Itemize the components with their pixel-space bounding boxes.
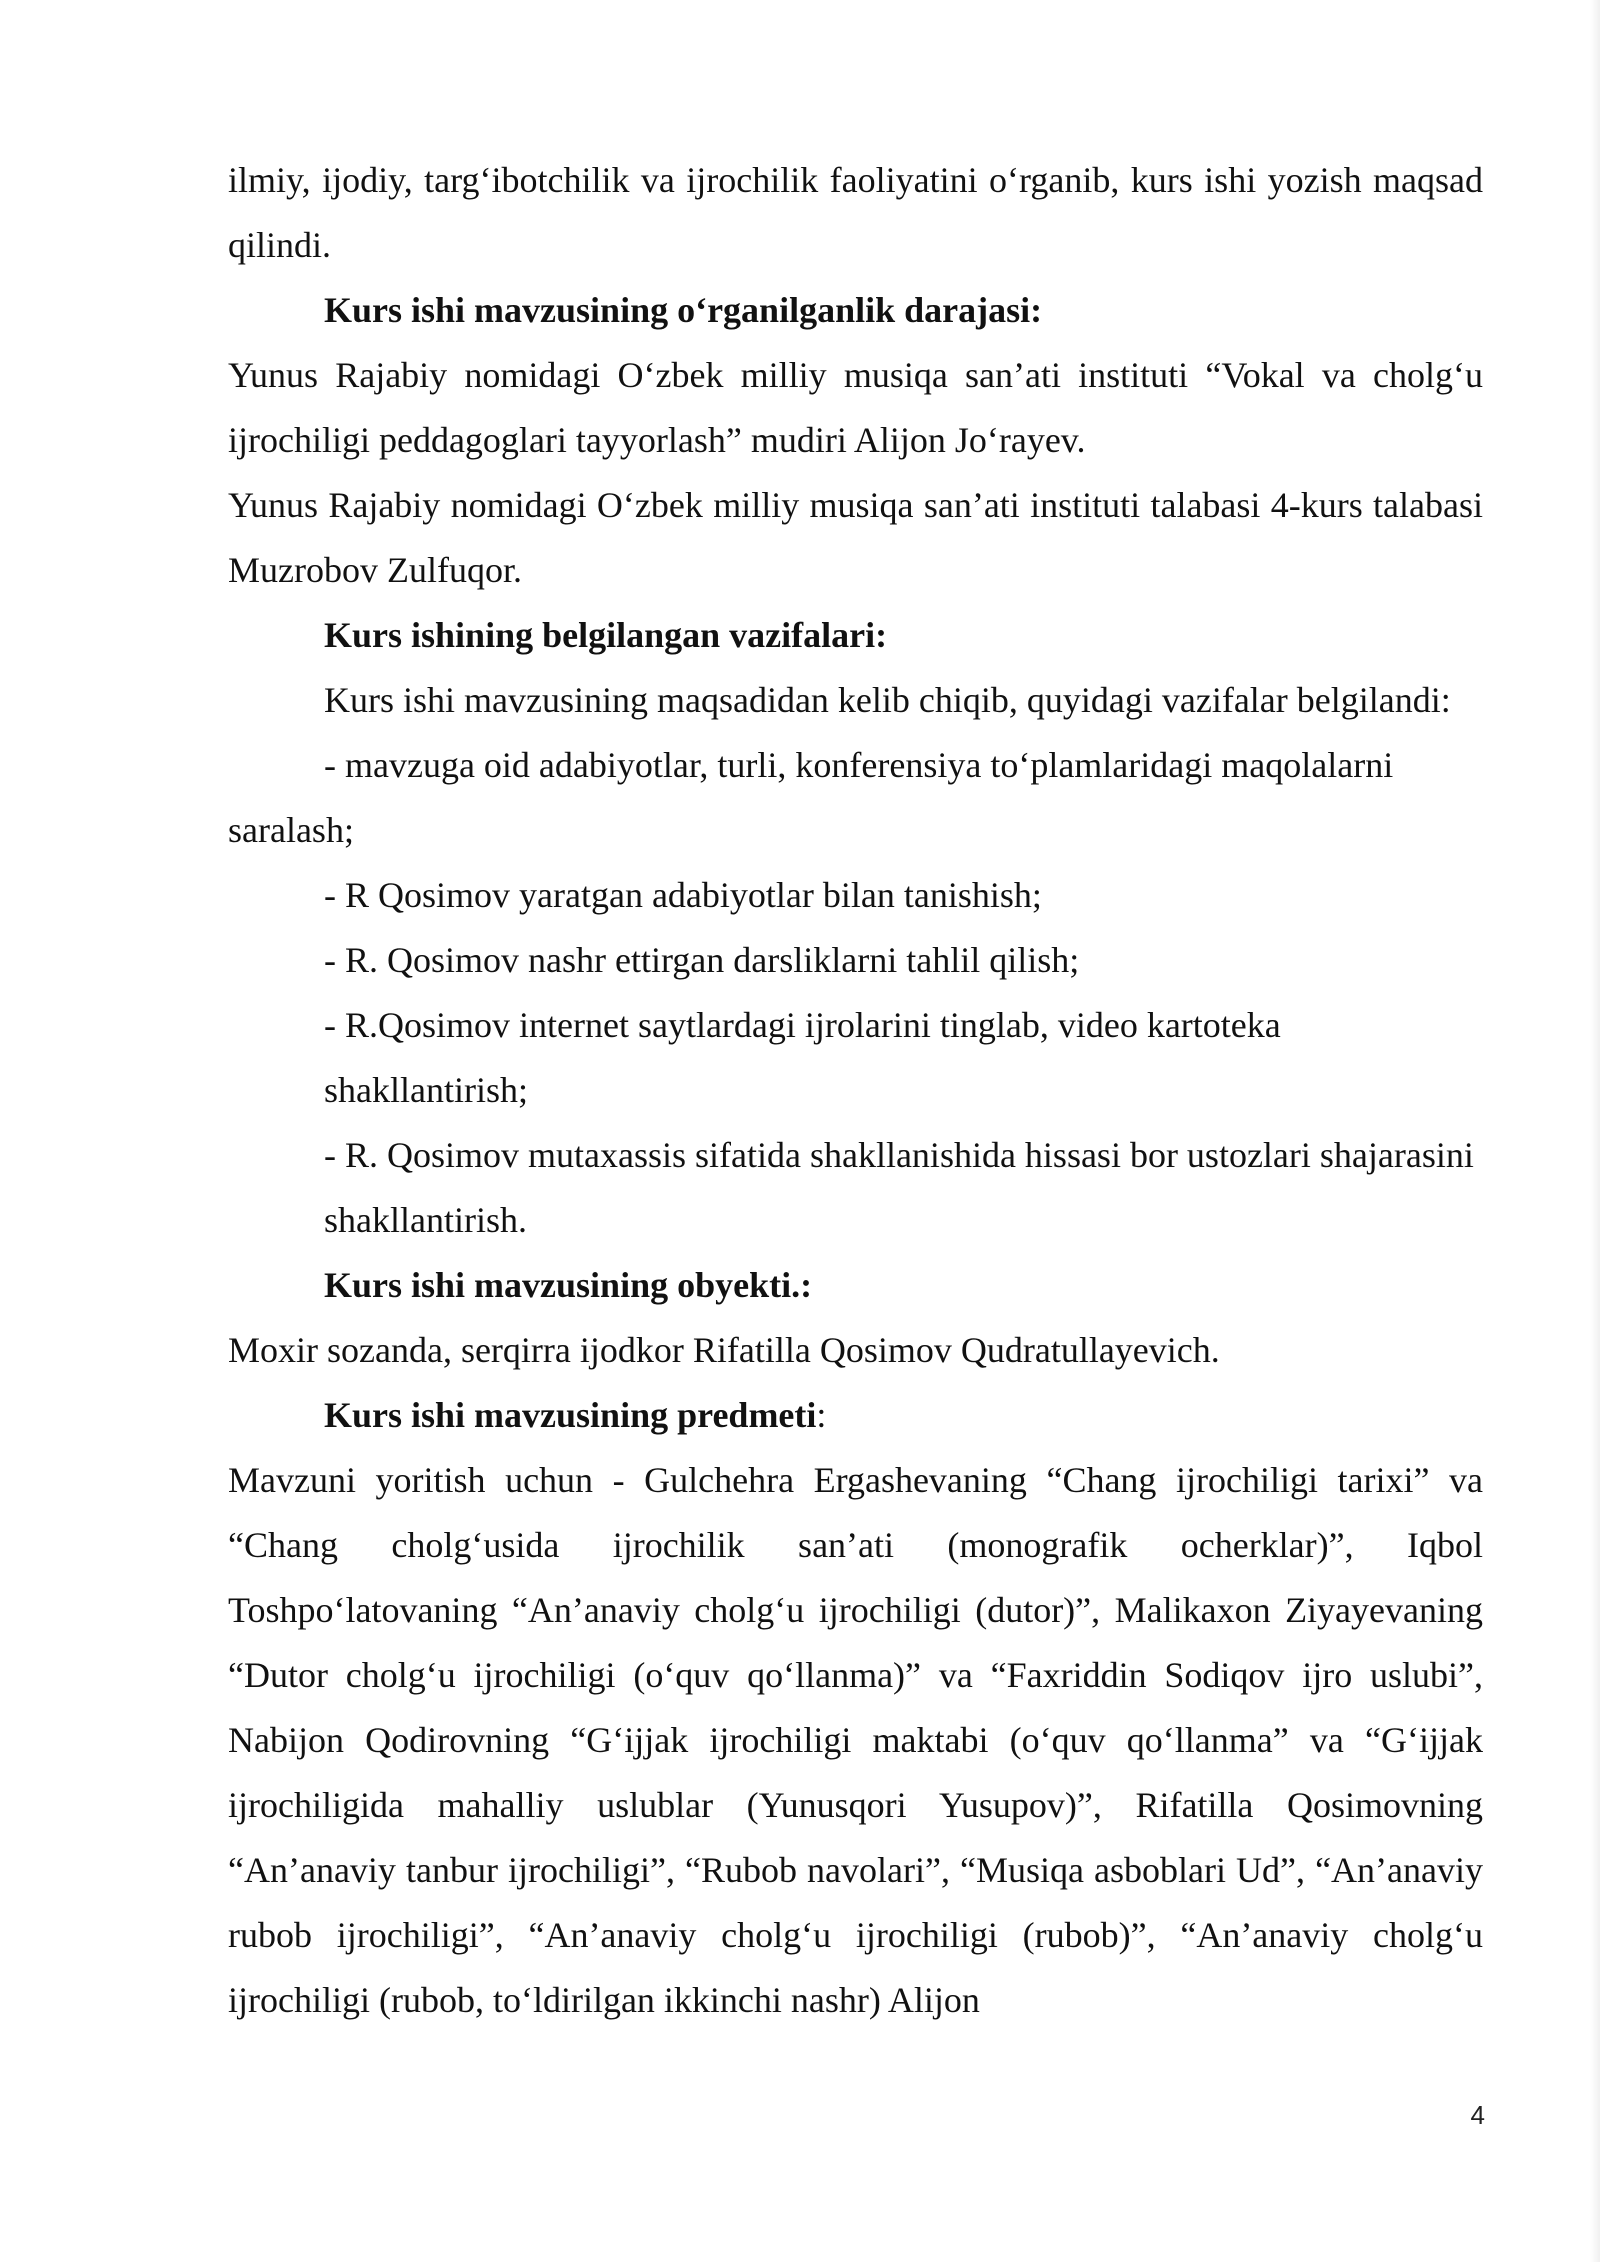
task-item-1: - mavzuga oid adabiyotlar, turli, konferensiya to‘plamlaridagi maqolalarni saralash; xyxy=(228,745,1394,850)
paragraph-study-level-1: Yunus Rajabiy nomidagi O‘zbek milliy musiqa san’ati instituti “Vokal va cholg‘u ijrochiligi peddagoglari tayyorlash” mudiri Alijon Jo‘rayev. xyxy=(228,355,1483,460)
task-item-4: - R.Qosimov internet saytlardagi ijrolarini tinglab, video kartoteka shakllantirish; xyxy=(324,1005,1281,1110)
paragraph-object: Moxir sozanda, serqirra ijodkor Rifatilla Qosimov Qudratullayevich. xyxy=(228,1330,1220,1370)
page-body xyxy=(228,148,1483,2033)
heading-object: Kurs ishi mavzusining obyekti.: xyxy=(324,1265,813,1305)
heading-subject-text: Kurs ishi mavzusining predmeti xyxy=(324,1395,817,1435)
heading-subject-colon: : xyxy=(816,1395,827,1435)
task-item-3: - R. Qosimov nashr ettirgan darsliklarni tahlil qilish; xyxy=(324,940,1080,980)
page-edge-shadow xyxy=(1590,0,1600,2262)
paragraph-tasks-intro: Kurs ishi mavzusining maqsadidan kelib chiqib, quyidagi vazifalar belgilandi: xyxy=(324,680,1451,720)
heading-study-level: Kurs ishi mavzusining o‘rganilganlik darajasi: xyxy=(324,290,1043,330)
heading-subject xyxy=(228,1383,1483,1448)
paragraph-subject: Mavzuni yoritish uchun - Gulchehra Ergashevaning “Chang ijrochiligi tarixi” va “Chang cholg‘usida ijrochilik san’ati (monografik ocherklar)”, Iqbol Toshpo‘latovaning “An’anaviy cholg‘u ijrochiligi (dutor)”, Malikaxon Ziyayevaning “Dutor cholg‘u ijrochiligi (o‘quv qo‘llanma)” va “Faxriddin Sodiqov ijro uslubi”, Nabijon Qodirovning “G‘ijjak ijrochiligi maktabi (o‘quv qo‘llanma” va “G‘ijjak ijrochiligida mahalliy uslublar (Yunusqori Yusupov)”, Rifatilla Qosimovning “An’anaviy tanbur ijrochiligi”, “Rubob navolari”, “Musiqa asboblari Ud”, “An’anaviy rubob ijrochiligi”, “An’anaviy cholg‘u ijrochiligi (rubob)”, “An’anaviy cholg‘u ijrochiligi (rubob, to‘ldirilgan ikkinchi nashr) Alijon xyxy=(228,1460,1483,2020)
heading-tasks: Kurs ishining belgilangan vazifalari: xyxy=(324,615,888,655)
paragraph-intro-continuation: ilmiy, ijodiy, targ‘ibotchilik va ijrochilik faoliyatini o‘rganib, kurs ishi yozish maqsad qilindi. xyxy=(228,160,1483,265)
task-item-5: - R. Qosimov mutaxassis sifatida shakllanishida hissasi bor ustozlari shajarasini shakllantirish. xyxy=(324,1135,1474,1240)
task-item-2: - R Qosimov yaratgan adabiyotlar bilan tanishish; xyxy=(324,875,1042,915)
page-number: 4 xyxy=(1470,2100,1485,2130)
paragraph-study-level-2: Yunus Rajabiy nomidagi O‘zbek milliy musiqa san’ati instituti talabasi 4-kurs talabasi Muzrobov Zulfuqor. xyxy=(228,485,1483,590)
